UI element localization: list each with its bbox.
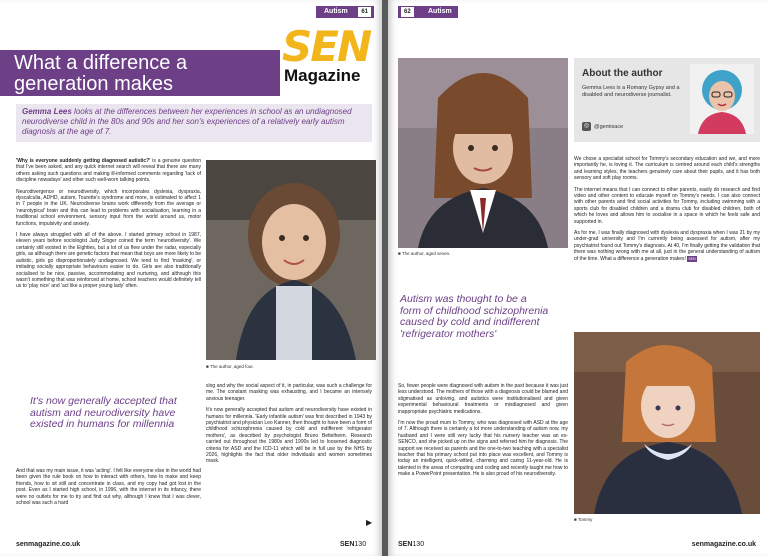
footer-issue-brand: SEN [398, 541, 413, 548]
instagram-icon: ◎ [583, 123, 590, 129]
article-column-left [398, 383, 568, 483]
standfirst-author: Gemma Lees [22, 107, 72, 116]
about-text: Gemma Lees is a Romany Gypsy and a disabled and neurodiverse journalist. [582, 85, 680, 98]
article-column-1 [16, 158, 201, 295]
logo-magazine: Magazine [284, 66, 361, 85]
section-tab [398, 6, 458, 18]
paragraph: I have always struggled with all of the above. I started primary school in 1987, eleven years before sociologist Judy Singer coined the term 'neurodiversity'. We certainly still existed in the Eighties, but a lot of us flew under the radar, especially girls, as although there are genetic factors that mean that boys are more likely to be autistic, girls go disproportionately undiagnosed. We tend to find 'masking', or imitating socially appropriate behaviours easier to do. Girls are also traditionally socialised to be nice, passive, accommodating and nurturing, and although this wasn't something that was reinforced at home, school teachers would definitely tell us to 'play nice' and 'act like a proper young lady' often. [16, 232, 201, 290]
left-page [0, 0, 382, 556]
photo-author-aged-four [206, 160, 376, 360]
photo-author-aged-seven-image [398, 58, 568, 248]
article-column-1-continued [16, 468, 201, 511]
pull-quote: Autism was thought to be a form of childhood schizophrenia caused by cold and indifferent 'refrigerator mothers' [400, 293, 549, 340]
footer-issue [340, 541, 366, 548]
article-column-2 [206, 383, 372, 470]
photo-author-aged-seven [398, 58, 568, 248]
footer-url: senmagazine.co.uk [691, 541, 756, 548]
author-portrait [690, 64, 754, 134]
social-handle[interactable] [582, 122, 623, 131]
author-portrait-image [690, 64, 754, 134]
paragraph-lead: 'Why is everyone suddenly getting diagnosed autistic?' [16, 158, 151, 164]
paragraph-text: is a genuine question that I've been asked, and any quick internet search will reveal that there are many others asking such questions and making ill-informed comments regarding 'lack of discipline nowadays' and other such well-worn talking points. [16, 158, 201, 184]
paragraph [16, 158, 201, 184]
section-tab-label: Autism [428, 8, 452, 15]
paragraph: We chose a specialist school for Tommy's secondary education and we, and more importantly he, is loving it. The curriculum is centred around each child's strengths and learning styles, the teachers genuinely care about their pupils, and it has both sensory and soft play rooms. [574, 156, 760, 182]
footer-issue [398, 541, 424, 548]
right-page [388, 0, 768, 556]
paragraph: And that was my main issue, it was 'acting'. I felt like everyone else in the world had been given the rule book on how to interact with others, how to make and keep friends, how to sit still and concentrate in class, and my copy had got lost in the post. Even as I started high school, in 1996, with the internet in its infancy, there were no outlets for me to try and find out why, although I knew that I was clever, school was such a hard [16, 468, 201, 507]
paragraph: It's now generally accepted that autism and neurodiversity have existed in humans for millennia. 'Early infantile autism' was first described in 1943 by psychiatrist and physician Leo Kanner, then thought to have been a form of childhood schizophrenia caused by cold and indifferent 'refrigerator mothers', as described by psychologist Bruno Bettelheim. Research carried out throughout the 1980s and 1990s led to loosened diagnostic criteria for ASD and the ICD-11 which will be in full use by the NHS by 2026, highlights the fact that older individuals and women sometimes mask. [206, 407, 372, 465]
about-the-author-box [574, 58, 760, 142]
paragraph: The internet means that I can connect to other parents, easily do research and find video and other content to educate myself on Tommy's needs. I can also connect with other parents and find social activities for Tommy, including swimming with a sports club for disabled children and a drama club for disabled children, both of which he loves and allows him to socialise in a space in which he feels safe and supported in. [574, 186, 760, 225]
title-line-1: What a difference a [14, 52, 188, 74]
footer-url: senmagazine.co.uk [16, 541, 81, 548]
photo-caption: ■ Tommy [574, 517, 592, 522]
next-page-arrow-icon: ▶ [366, 518, 373, 527]
end-mark: SEN [688, 256, 696, 261]
photo-tommy-image [574, 332, 760, 514]
social-handle-text: @gemisace [594, 123, 624, 130]
paragraph: slog and why the social aspect of it, in particular, was such a challenge for me. The constant masking was exhausting, and I became an intensely anxious teenager. [206, 383, 372, 402]
section-tab-label: Autism [324, 8, 348, 15]
footer-issue-number: 130 [354, 541, 367, 548]
about-title: About the author [582, 68, 663, 79]
paragraph-text: As for me, I was finally diagnosed with dyslexia and dyspraxia when I was 21 by my under-grad university and I'm currently being assessed for autism, after my psychiatrist found out Tommy's diagnosis. At 40, I'm finally getting the validation that there was nothing wrong with me at all, just in the general understanding of autism of the time. What a difference a generation makes! [574, 230, 760, 262]
logo-sen: SEN [282, 22, 371, 71]
page-number: 61 [358, 7, 371, 17]
photo-author-aged-four-image [206, 160, 376, 360]
paragraph [574, 230, 760, 262]
page-number: 62 [401, 7, 414, 17]
section-tab [316, 6, 374, 18]
paragraph: So, fewer people were diagnosed with autism in the past because it was just less understood. The mothers of those with a diagnosis could be blamed and stigmatised as unloving, and autistics were institutionalised and given experimental behavioural treatments or misdiagnosed and given inappropriate psychiatric medications. [398, 383, 569, 415]
standfirst-text: looks at the differences between her experiences in school as an undiagnosed neurodiverse child in the 80s and 90s and her son's experiences of a relatively early autism diagnosis at the age of 7. [22, 107, 352, 136]
article-title [0, 50, 280, 96]
photo-tommy [574, 332, 760, 514]
paragraph: I'm now the proud mum to Tommy, who was diagnosed with ASD at the age of 7. Although there is certainly a lot more understanding of autism now, my husband and I were still very lucky that his nursery teacher was an ex-SENCO, and she picked up on the signs and referred him for diagnosis. The support we received as parents and the one-to-two teaching with a specialist teacher that his primary school put into place was excellent, and Tommy is today an intelligent, quick-witted, charming and caring 11-year-old. He is talented in the areas of computing and coding and recently taught me how to make a PowerPoint presentation. He is also proud of his neurodiversity. [398, 420, 568, 478]
paragraph: Neurodivergence or neurodiversity, which incorporates dyslexia, dyspraxia, dyscalculia, ADHD, autism, Tourette's syndrome and more, is estimated to affect 1 in 7 people in the UK. Neurodiverse brains work differently from the average or 'neurotypical' brain and this can lead to problems with socialisation, learning in a traditional school environment, sensory input from the world around us, motor functions, impulsivity and anxiety. [16, 188, 201, 227]
photo-caption: ■ The author, aged seven. [398, 251, 450, 256]
title-line-2: generation makes [14, 73, 173, 95]
magazine-logo [282, 22, 374, 86]
pull-quote: It's now generally accepted that autism and neurodiversity have existed in humans for millennia [30, 395, 177, 430]
standfirst [16, 104, 372, 142]
article-column-right [574, 156, 760, 267]
photo-caption: ■ The author, aged four. [206, 364, 254, 369]
footer-issue-number: 130 [412, 541, 425, 548]
footer-issue-brand: SEN [340, 541, 355, 548]
